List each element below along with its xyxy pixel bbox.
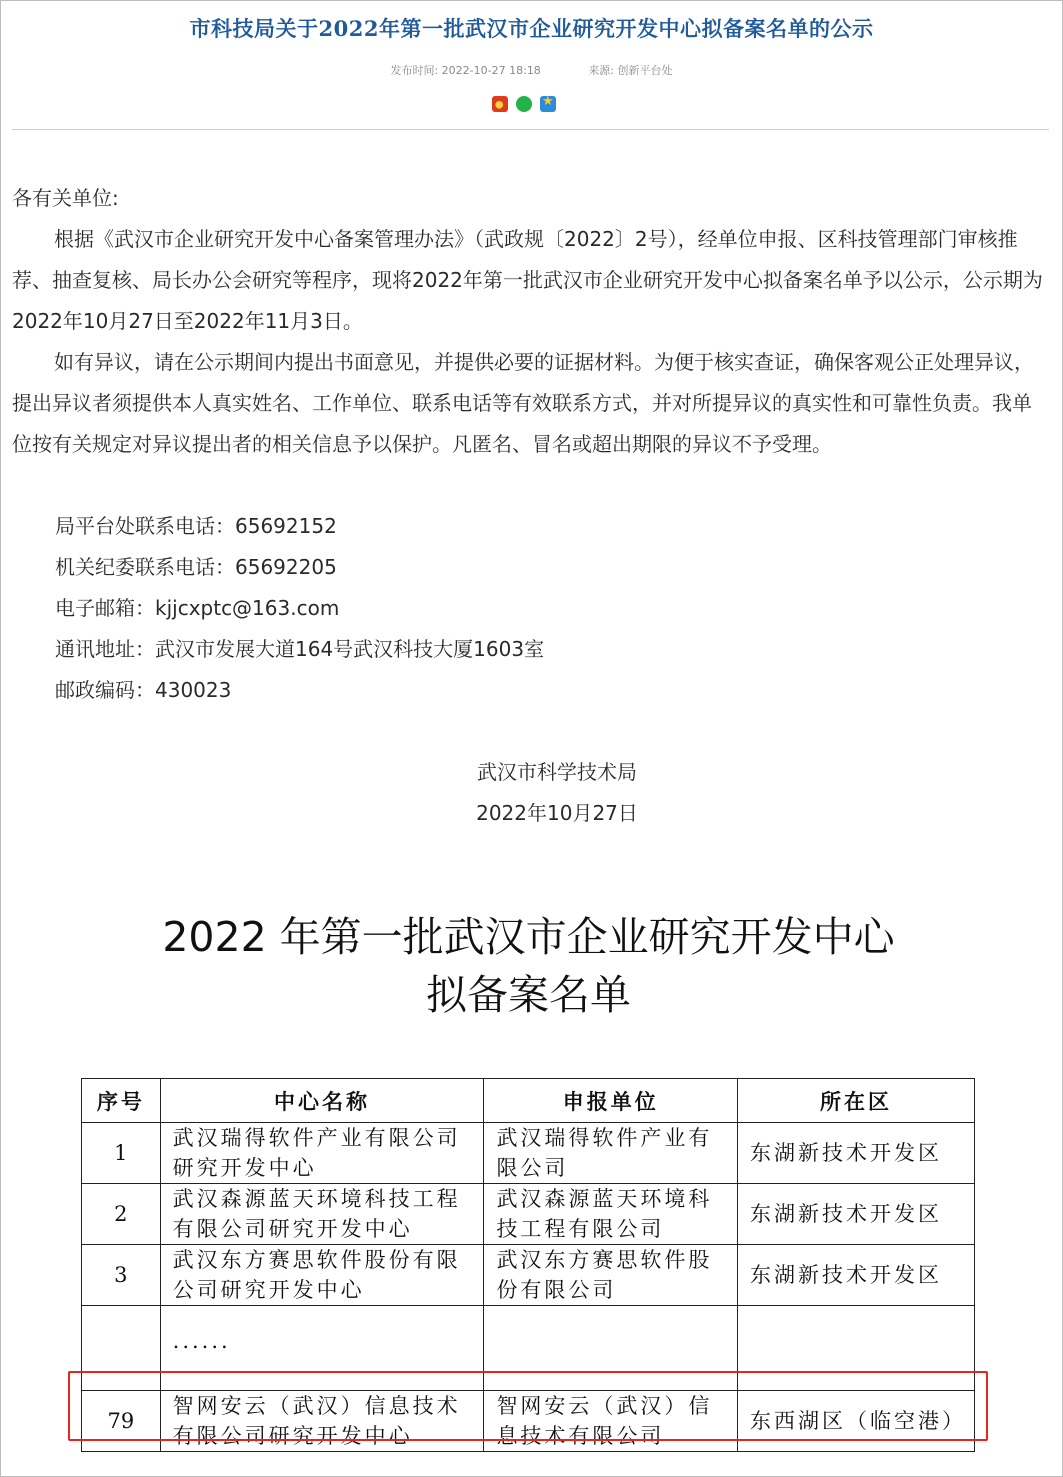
header-seq: 序号 [82, 1079, 161, 1123]
wechat-share-icon[interactable] [516, 96, 532, 112]
cell-unit: 武汉森源蓝天环境科技工程有限公司 [484, 1184, 738, 1245]
address: 通讯地址：武汉市发展大道164号武汉科技大厦1603室 [55, 637, 545, 661]
paragraph-2: 如有异议，请在公示期间内提出书面意见，并提供必要的证据材料。为便于核实查证，确保客观公正处理异议，提出异议者须提供本人真实姓名、工作单位、联系电话等有效联系方式，并对所提异议的真实性和可靠性负责。我单位按有关规定对异议提出者的相关信息予以保护。凡匿名、冒名或超出期限的异议不予受理。 [12, 350, 1034, 456]
email: 电子邮箱：kjjcxptc@163.com [55, 596, 340, 620]
cell-center: 武汉东方赛思软件股份有限公司研究开发中心 [160, 1245, 484, 1306]
filing-list-table [81, 1078, 975, 1452]
share-bar [492, 96, 556, 112]
cell-unit: 智网安云（武汉）信息技术有限公司 [484, 1391, 738, 1452]
table-row [82, 1123, 975, 1184]
article-meta [0, 62, 1063, 78]
cell-unit: 武汉瑞得软件产业有限公司 [484, 1123, 738, 1184]
cell-seq: 1 [82, 1123, 161, 1184]
table-row-ellipsis [82, 1306, 975, 1391]
cell-center: 武汉瑞得软件产业有限公司研究开发中心 [160, 1123, 484, 1184]
cell-district: 东湖新技术开发区 [737, 1184, 974, 1245]
article-title: 市科技局关于2022年第一批武汉市企业研究开发中心拟备案名单的公示 [189, 16, 874, 41]
discipline-phone: 机关纪委联系电话：65692205 [55, 555, 337, 579]
cell-center: ...... [160, 1306, 484, 1391]
cell-center: 智网安云（武汉）信息技术有限公司研究开发中心 [160, 1391, 484, 1452]
cell-district [737, 1306, 974, 1391]
weibo-share-icon[interactable] [492, 96, 508, 112]
cell-district: 东湖新技术开发区 [737, 1245, 974, 1306]
paragraph-1: 根据《武汉市企业研究开发中心备案管理办法》（武政规〔2022〕2号），经单位申报、区科技管理部门审核推荐、抽查复核、局长办公会研究等程序，现将2022年第一批武汉市企业研究开发中心拟备案名单予以公示，公示期为2022年10月27日至2022年11月3日。 [12, 227, 1043, 333]
cell-seq [82, 1306, 161, 1391]
table-row-highlighted [82, 1391, 975, 1452]
cell-seq: 3 [82, 1245, 161, 1306]
cell-district: 东湖新技术开发区 [737, 1123, 974, 1184]
cell-center: 武汉森源蓝天环境科技工程有限公司研究开发中心 [160, 1184, 484, 1245]
platform-phone: 局平台处联系电话：65692152 [55, 514, 337, 538]
list-title-line1: 2022 年第一批武汉市企业研究开发中心 [162, 913, 895, 961]
salutation: 各有关单位: [12, 186, 119, 210]
source: 来源: 创新平台处 [588, 64, 673, 77]
cell-seq: 79 [82, 1391, 161, 1452]
signature-date: 2022年10月27日 [476, 801, 638, 825]
cell-unit: 武汉东方赛思软件股份有限公司 [484, 1245, 738, 1306]
cell-unit [484, 1306, 738, 1391]
header-center: 中心名称 [160, 1079, 484, 1123]
cell-seq: 2 [82, 1184, 161, 1245]
table-row [82, 1245, 975, 1306]
publish-time: 发布时间: 2022-10-27 18:18 [390, 64, 541, 77]
list-title-line2: 拟备案名单 [426, 971, 631, 1019]
header-unit: 申报单位 [484, 1079, 738, 1123]
table-header-row [82, 1079, 975, 1123]
header-divider [12, 129, 1049, 130]
qzone-share-icon[interactable] [540, 96, 556, 112]
signature-org: 武汉市科学技术局 [477, 760, 637, 784]
postcode: 邮政编码：430023 [55, 678, 232, 702]
header-district: 所在区 [737, 1079, 974, 1123]
cell-district: 东西湖区（临空港） [737, 1391, 974, 1452]
table-row [82, 1184, 975, 1245]
